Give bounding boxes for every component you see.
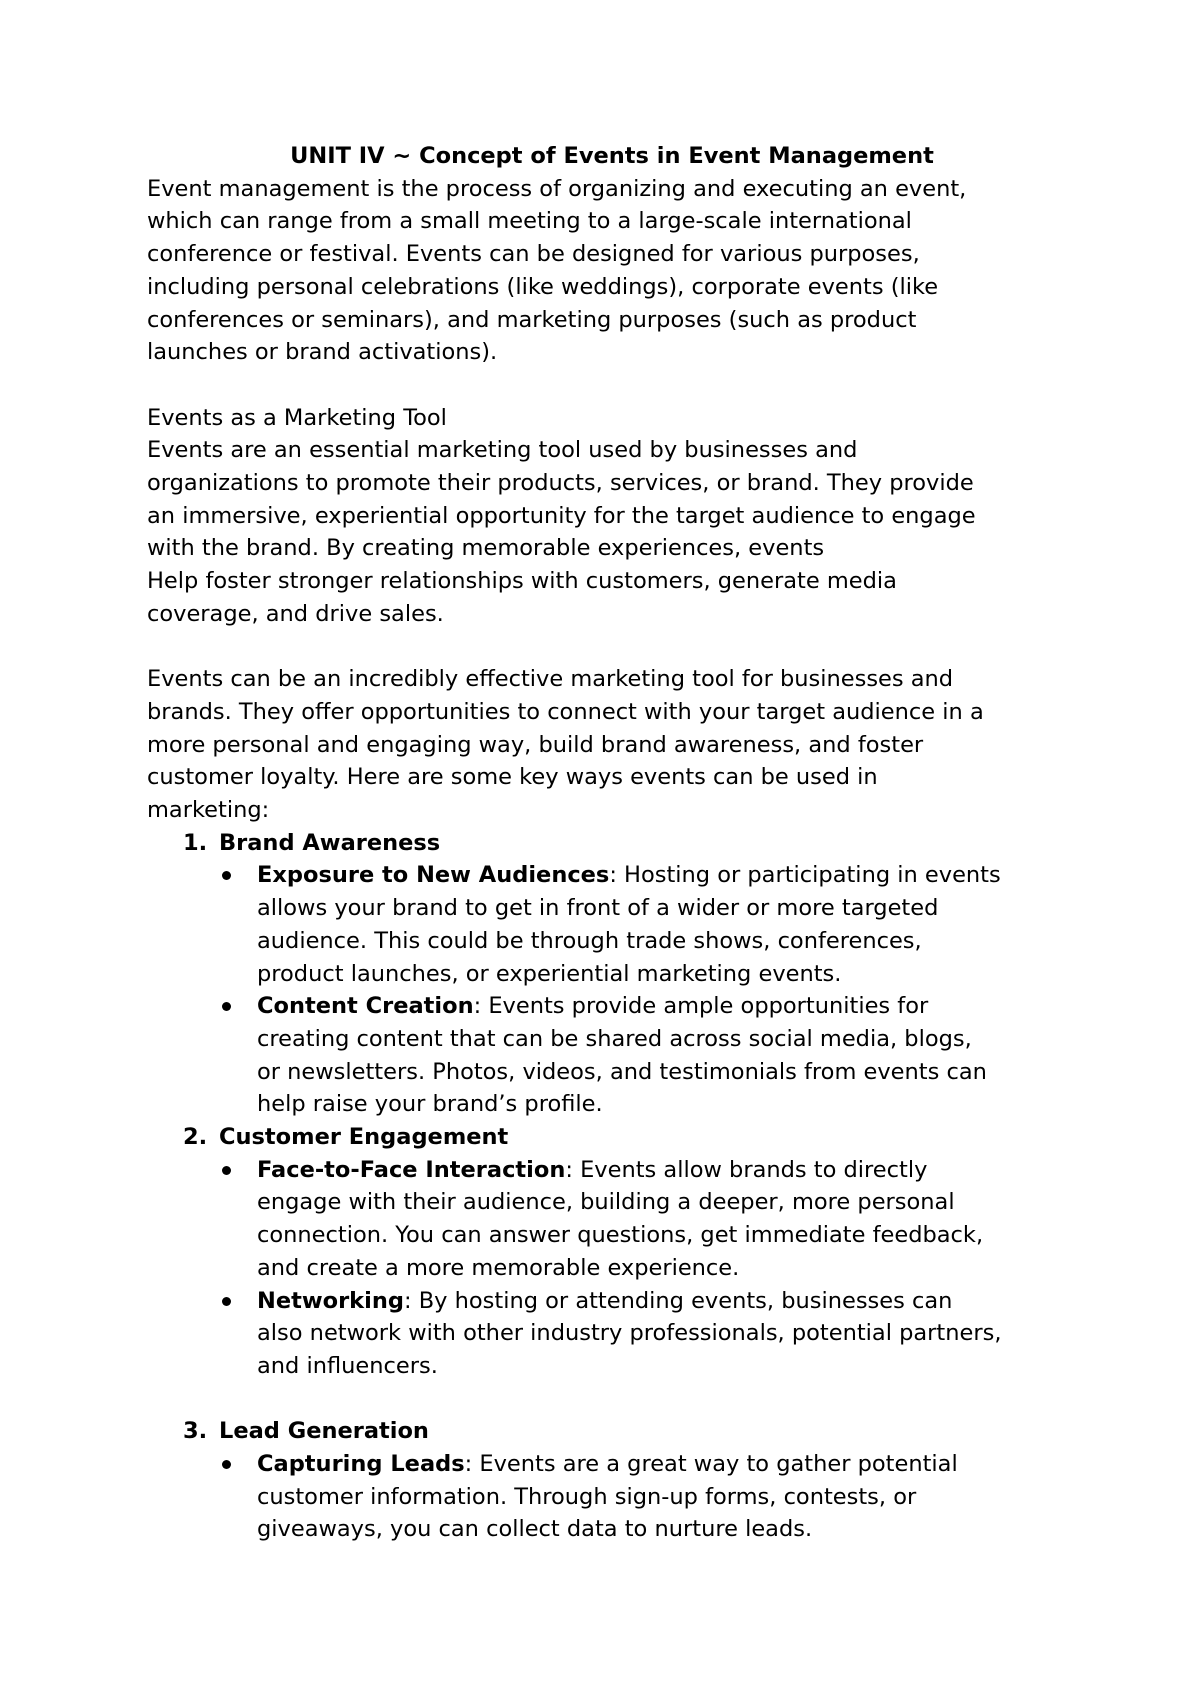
bullet-term: Exposure to New Audiences bbox=[257, 862, 610, 889]
text-line: conference or festival. Events can be designed for various purposes, bbox=[147, 241, 920, 268]
section-heading: Events as a Marketing Tool bbox=[147, 404, 447, 431]
bullet-term: Face-to-Face Interaction bbox=[257, 1156, 566, 1183]
text-line: connection. You can answer questions, get immediate feedback, bbox=[257, 1222, 984, 1249]
text-line: also network with other industry professionals, potential partners, bbox=[257, 1320, 1002, 1347]
text-line: help raise your brand’s profile. bbox=[257, 1091, 603, 1118]
intro-paragraph bbox=[147, 173, 1077, 369]
list-heading: Customer Engagement bbox=[219, 1124, 509, 1151]
list-number: 1. bbox=[183, 829, 208, 856]
text-line: including personal celebrations (like weddings), corporate events (like bbox=[147, 273, 939, 300]
text-line: an immersive, experiential opportunity for the target audience to engage bbox=[147, 502, 976, 529]
paragraph-spacer bbox=[147, 631, 1077, 664]
list-item bbox=[147, 827, 1077, 1121]
text-line: conferences or seminars), and marketing purposes (such as product bbox=[147, 306, 917, 333]
list-number: 2. bbox=[183, 1124, 208, 1151]
bullet-item bbox=[219, 1285, 1077, 1383]
text-line: which can range from a small meeting to a large-scale international bbox=[147, 208, 912, 235]
text-line: organizations to promote their products, services, or brand. They provide bbox=[147, 470, 974, 497]
bullet-item bbox=[219, 1448, 1077, 1546]
text-line: launches or brand activations). bbox=[147, 339, 498, 366]
bullet-text: : By hosting or attending events, businesses can bbox=[404, 1287, 953, 1314]
bullet-item bbox=[219, 1154, 1077, 1285]
bullet-text: : Events allow brands to directly bbox=[565, 1156, 928, 1183]
bullet-item bbox=[219, 859, 1077, 990]
text-line: and create a more memorable experience. bbox=[257, 1254, 740, 1281]
document-page bbox=[147, 140, 1077, 1546]
text-line: customer information. Through sign-up forms, contests, or bbox=[257, 1483, 917, 1510]
list-number: 3. bbox=[183, 1418, 208, 1445]
text-line: engage with their audience, building a deeper, more personal bbox=[257, 1189, 955, 1216]
text-line: marketing: bbox=[147, 797, 270, 824]
bullet-term: Networking bbox=[257, 1287, 404, 1314]
bullet-text: : Events provide ample opportunities for bbox=[473, 993, 929, 1020]
text-line: Help foster stronger relationships with customers, generate media bbox=[147, 568, 897, 595]
list-heading: Lead Generation bbox=[219, 1418, 429, 1445]
text-line: brands. They offer opportunities to connect with your target audience in a bbox=[147, 698, 984, 725]
text-line: product launches, or experiential marketing events. bbox=[257, 960, 842, 987]
text-line: customer loyalty. Here are some key ways events can be used in bbox=[147, 764, 878, 791]
paragraph-spacer bbox=[147, 369, 1077, 402]
text-line: more personal and engaging way, build brand awareness, and foster bbox=[147, 731, 924, 758]
effective-paragraph bbox=[147, 663, 1077, 827]
text-line: creating content that can be shared across social media, blogs, bbox=[257, 1025, 972, 1052]
text-line: coverage, and drive sales. bbox=[147, 600, 444, 627]
marketing-ways-list bbox=[147, 827, 1077, 1546]
bullet-term: Capturing Leads bbox=[257, 1451, 465, 1478]
document-title: UNIT IV ~ Concept of Events in Event Management bbox=[290, 143, 934, 169]
text-line: allows your brand to get in front of a wider or more targeted bbox=[257, 895, 939, 922]
text-line: Events can be an incredibly effective marketing tool for businesses and bbox=[147, 666, 954, 693]
bullet-text: : Hosting or participating in events bbox=[609, 862, 1001, 889]
text-line: Events are an essential marketing tool used by businesses and bbox=[147, 437, 858, 464]
list-heading: Brand Awareness bbox=[219, 829, 441, 856]
text-line: audience. This could be through trade shows, conferences, bbox=[257, 927, 922, 954]
text-line: or newsletters. Photos, videos, and testimonials from events can bbox=[257, 1058, 987, 1085]
bullet-text: : Events are a great way to gather potential bbox=[464, 1451, 958, 1478]
marketing-tool-paragraph bbox=[147, 434, 1077, 630]
sub-list bbox=[219, 859, 1077, 1121]
list-item bbox=[147, 1121, 1077, 1415]
bullet-item bbox=[219, 990, 1077, 1121]
text-line: giveaways, you can collect data to nurture leads. bbox=[257, 1516, 813, 1543]
text-line: Event management is the process of organizing and executing an event, bbox=[147, 175, 967, 202]
sub-list bbox=[219, 1154, 1077, 1383]
text-line: and influencers. bbox=[257, 1352, 438, 1379]
sub-list bbox=[219, 1448, 1077, 1546]
bullet-term: Content Creation bbox=[257, 993, 474, 1020]
list-item bbox=[147, 1415, 1077, 1546]
paragraph-spacer bbox=[219, 1383, 1077, 1416]
text-line: with the brand. By creating memorable experiences, events bbox=[147, 535, 825, 562]
